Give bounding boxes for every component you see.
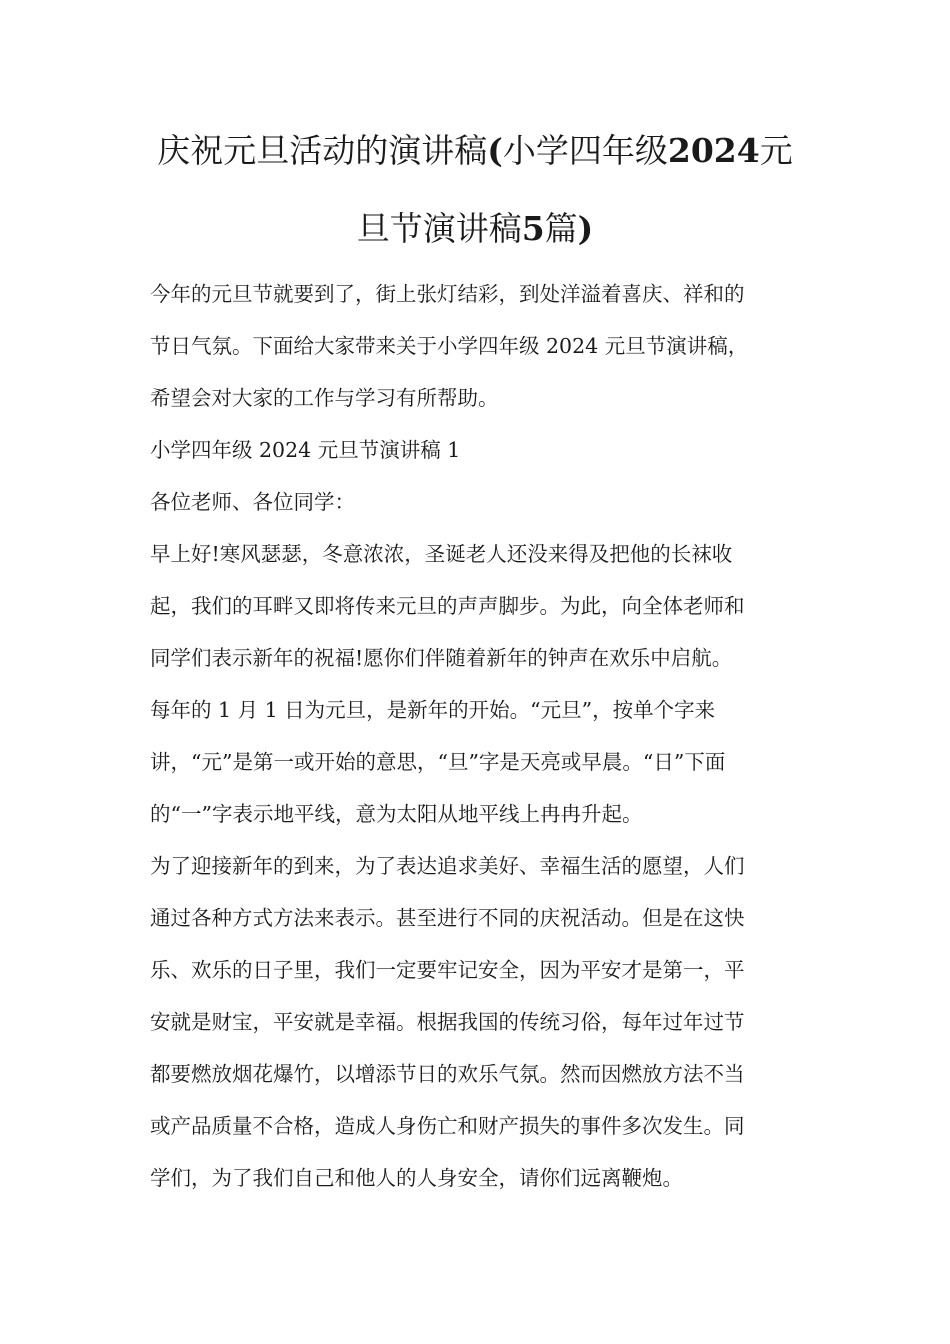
text-line: 希望会对大家的工作与学习有所帮助。 bbox=[150, 386, 499, 410]
paragraph-safety bbox=[150, 840, 802, 1204]
title-line-2 bbox=[140, 190, 810, 268]
text-line: 乐、欢乐的日子里，我们一定要牢记安全，因为平安才是第一，平 bbox=[150, 958, 745, 982]
text-line: 各位老师、各位同学： bbox=[150, 490, 355, 514]
title-text: 小学四年级 bbox=[502, 131, 668, 170]
text-line: 讲，“元”是第一或开始的意思，“旦”字是天亮或早晨。“日”下面 bbox=[150, 750, 726, 774]
text-line: 节日气氛。下面给大家带来关于小学四年级 2024 元旦节演讲稿， bbox=[150, 334, 749, 358]
text-line: 同学们表示新年的祝福!愿你们伴随着新年的钟声在欢乐中启航。 bbox=[150, 646, 733, 670]
title-text: 篇 bbox=[544, 209, 578, 248]
title-text: 旦节演讲稿 bbox=[356, 209, 522, 248]
text-line: 安就是财宝，平安就是幸福。根据我国的传统习俗，每年过年过节 bbox=[150, 1010, 745, 1034]
title-line-1 bbox=[140, 112, 810, 190]
title-year: 2024 bbox=[667, 131, 760, 170]
title-text: 元 bbox=[759, 131, 793, 170]
text-line: 起，我们的耳畔又即将传来元旦的声声脚步。为此，向全体老师和 bbox=[150, 594, 745, 618]
title-paren-close: ) bbox=[577, 209, 594, 248]
document-body bbox=[150, 268, 802, 1204]
text-line: 或产品质量不合格，造成人身伤亡和财产损失的事件多次发生。同 bbox=[150, 1114, 745, 1138]
section-heading bbox=[150, 424, 802, 476]
text-line: 早上好!寒风瑟瑟，冬意浓浓，圣诞老人还没来得及把他的长袜收 bbox=[150, 542, 733, 566]
title-count: 5 bbox=[521, 209, 545, 248]
document-title bbox=[140, 112, 810, 268]
title-paren-open: ( bbox=[487, 131, 503, 170]
text-line: 的“一”字表示地平线，意为太阳从地平线上冉冉升起。 bbox=[150, 802, 643, 826]
text-line: 今年的元旦节就要到了，街上张灯结彩，到处洋溢着喜庆、祥和的 bbox=[150, 282, 745, 306]
paragraph-greeting bbox=[150, 528, 802, 684]
text-line: 为了迎接新年的到来，为了表达追求美好、幸福生活的愿望，人们 bbox=[150, 854, 745, 878]
paragraph-meaning bbox=[150, 684, 802, 840]
salutation bbox=[150, 476, 802, 528]
text-line: 每年的 1 月 1 日为元旦，是新年的开始。“元旦”，按单个字来 bbox=[150, 698, 716, 722]
text-line: 都要燃放烟花爆竹，以增添节日的欢乐气氛。然而因燃放方法不当 bbox=[150, 1062, 745, 1086]
text-line: 通过各种方式方法来表示。甚至进行不同的庆祝活动。但是在这快 bbox=[150, 906, 745, 930]
text-line: 学们，为了我们自己和他人的人身安全，请你们远离鞭炮。 bbox=[150, 1166, 683, 1190]
text-line: 小学四年级 2024 元旦节演讲稿 1 bbox=[150, 438, 461, 462]
paragraph-intro bbox=[150, 268, 802, 424]
title-text: 庆祝元旦活动的演讲稿 bbox=[157, 131, 488, 170]
